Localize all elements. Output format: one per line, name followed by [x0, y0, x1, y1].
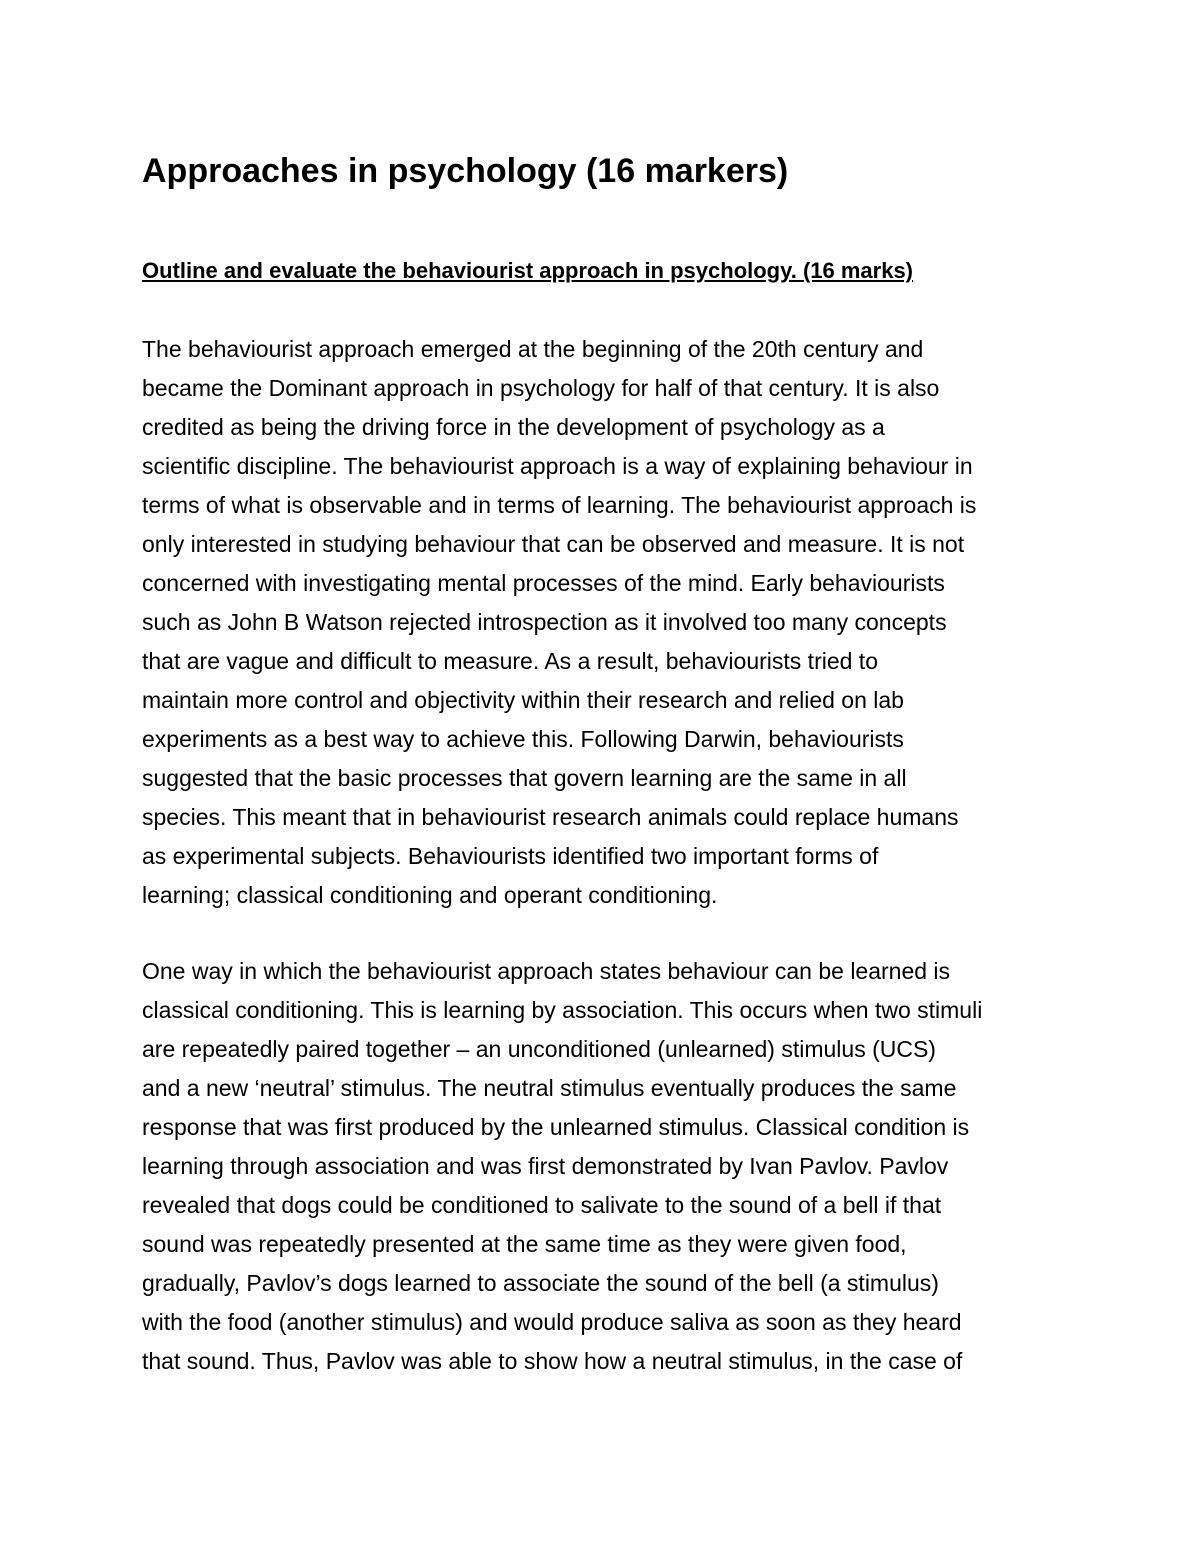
- paragraph-line: and a new ‘neutral’ stimulus. The neutral stimulus eventually produces the same: [142, 1075, 957, 1101]
- paragraph-line: classical conditioning. This is learning by association. This occurs when two stimuli: [142, 997, 983, 1023]
- paragraph-line: as experimental subjects. Behaviourists identified two important forms of: [142, 843, 879, 869]
- paragraph-line: suggested that the basic processes that govern learning are the same in all: [142, 765, 907, 791]
- essay-question: Outline and evaluate the behaviourist approach in psychology. (16 marks): [142, 258, 914, 283]
- paragraph-line: One way in which the behaviourist approach states behaviour can be learned is: [142, 958, 951, 984]
- paragraph-line: learning through association and was first demonstrated by Ivan Pavlov. Pavlov: [142, 1153, 949, 1179]
- paragraph-line: are repeatedly paired together – an unconditioned (unlearned) stimulus (UCS): [142, 1036, 936, 1062]
- paragraph-line: such as John B Watson rejected introspection as it involved too many concepts: [142, 609, 947, 635]
- document-title: Approaches in psychology (16 markers): [142, 152, 789, 190]
- paragraph-line: response that was first produced by the unlearned stimulus. Classical condition is: [142, 1114, 970, 1140]
- paragraph-line: species. This meant that in behaviourist research animals could replace humans: [142, 804, 959, 830]
- paragraph-line: terms of what is observable and in terms of learning. The behaviourist approach is: [142, 492, 977, 518]
- paragraph-1: [142, 330, 1072, 915]
- paragraph-line: that sound. Thus, Pavlov was able to show how a neutral stimulus, in the case of: [142, 1348, 963, 1374]
- paragraph-line: revealed that dogs could be conditioned to salivate to the sound of a bell if that: [142, 1192, 942, 1218]
- paragraph-line: became the Dominant approach in psychology for half of that century. It is also: [142, 375, 940, 401]
- paragraph-line: learning; classical conditioning and operant conditioning.: [142, 882, 718, 908]
- paragraph-line: maintain more control and objectivity within their research and relied on lab: [142, 687, 904, 713]
- paragraph-line: scientific discipline. The behaviourist approach is a way of explaining behaviour in: [142, 453, 973, 479]
- paragraph-line: concerned with investigating mental processes of the mind. Early behaviourists: [142, 570, 945, 596]
- paragraph-line: The behaviourist approach emerged at the beginning of the 20th century and: [142, 336, 924, 362]
- paragraph-line: only interested in studying behaviour that can be observed and measure. It is not: [142, 531, 965, 557]
- paragraph-line: gradually, Pavlov’s dogs learned to associate the sound of the bell (a stimulus): [142, 1270, 939, 1296]
- paragraph-line: credited as being the driving force in the development of psychology as a: [142, 414, 885, 440]
- paragraph-line: that are vague and difficult to measure. As a result, behaviourists tried to: [142, 648, 878, 674]
- paragraph-2: [142, 952, 1072, 1381]
- paragraph-line: with the food (another stimulus) and would produce saliva as soon as they heard: [142, 1309, 962, 1335]
- paragraph-line: experiments as a best way to achieve this. Following Darwin, behaviourists: [142, 726, 904, 752]
- paragraph-line: sound was repeatedly presented at the same time as they were given food,: [142, 1231, 907, 1257]
